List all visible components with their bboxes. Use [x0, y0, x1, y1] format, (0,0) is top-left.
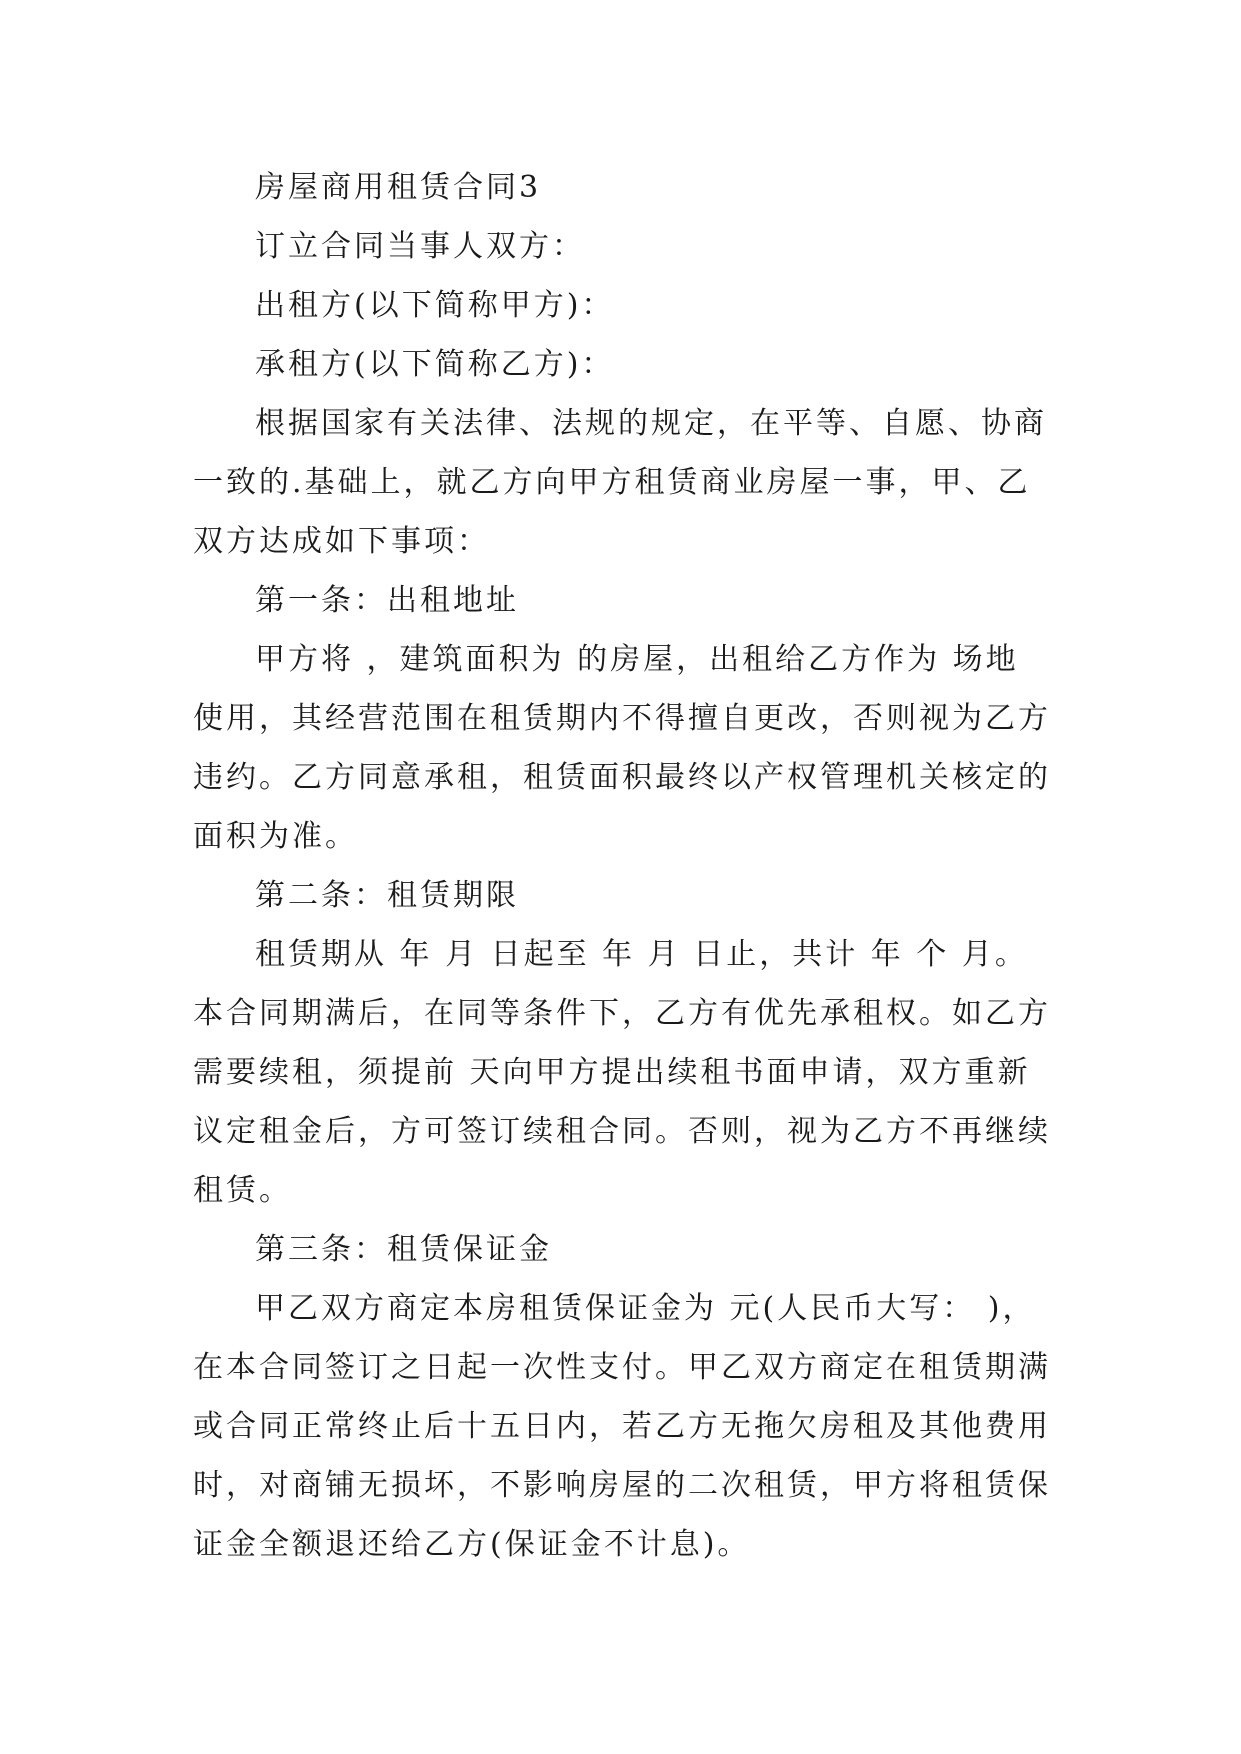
- lessee-line: 承租方(以下简称乙方)：: [255, 347, 615, 382]
- paragraph-line: 本合同期满后，在同等条件下，乙方有优先承租权。如乙方: [193, 996, 1051, 1031]
- paragraph-line: 在本合同签订之日起一次性支付。甲乙双方商定在租赁期满: [193, 1350, 1051, 1385]
- preamble-paragraph: [193, 394, 1053, 571]
- paragraph-line: 议定租金后，方可签订续租合同。否则，视为乙方不再继续: [193, 1114, 1051, 1149]
- paragraph-line: 违约。乙方同意承租，租赁面积最终以产权管理机关核定的: [193, 760, 1051, 795]
- paragraph-line: 时，对商铺无损坏，不影响房屋的二次租赁，甲方将租赁保: [193, 1468, 1051, 1503]
- paragraph-line: 或合同正常终止后十五日内，若乙方无拖欠房租及其他费用: [193, 1409, 1051, 1444]
- paragraph-line: 需要续租，须提前 天向甲方提出续租书面申请，双方重新: [193, 1055, 1031, 1090]
- paragraph-line: 面积为准。: [193, 819, 358, 854]
- contract-body: [193, 158, 1053, 1574]
- paragraph-line: 根据国家有关法律、法规的规定，在平等、自愿、协商: [255, 406, 1047, 441]
- document-title: 房屋商用租赁合同3: [255, 170, 542, 205]
- paragraph-line: 双方达成如下事项：: [193, 524, 490, 559]
- article-1-heading: 第一条：出租地址: [255, 583, 519, 618]
- paragraph-line: 租赁。: [193, 1173, 292, 1208]
- article-3-heading: 第三条：租赁保证金: [255, 1232, 552, 1267]
- article-3-paragraph: [193, 1279, 1053, 1574]
- parties-heading: 订立合同当事人双方：: [255, 229, 585, 264]
- article-1-paragraph: [193, 630, 1053, 866]
- paragraph-line: 甲乙双方商定本房租赁保证金为 元(人民币大写： )，: [255, 1291, 1036, 1326]
- paragraph-line: 使用，其经营范围在租赁期内不得擅自更改，否则视为乙方: [193, 701, 1051, 736]
- lessor-line: 出租方(以下简称甲方)：: [255, 288, 615, 323]
- paragraph-line: 一致的.基础上，就乙方向甲方租赁商业房屋一事，甲、乙: [193, 465, 1031, 500]
- article-2-heading: 第二条：租赁期限: [255, 878, 519, 913]
- paragraph-line: 甲方将 ，建筑面积为 的房屋，出租给乙方作为 场地: [255, 642, 1019, 677]
- article-2-paragraph: [193, 925, 1053, 1220]
- paragraph-line: 证金全额退还给乙方(保证金不计息)。: [193, 1527, 751, 1562]
- paragraph-line: 租赁期从 年 月 日起至 年 月 日止，共计 年 个 月。: [255, 937, 1028, 972]
